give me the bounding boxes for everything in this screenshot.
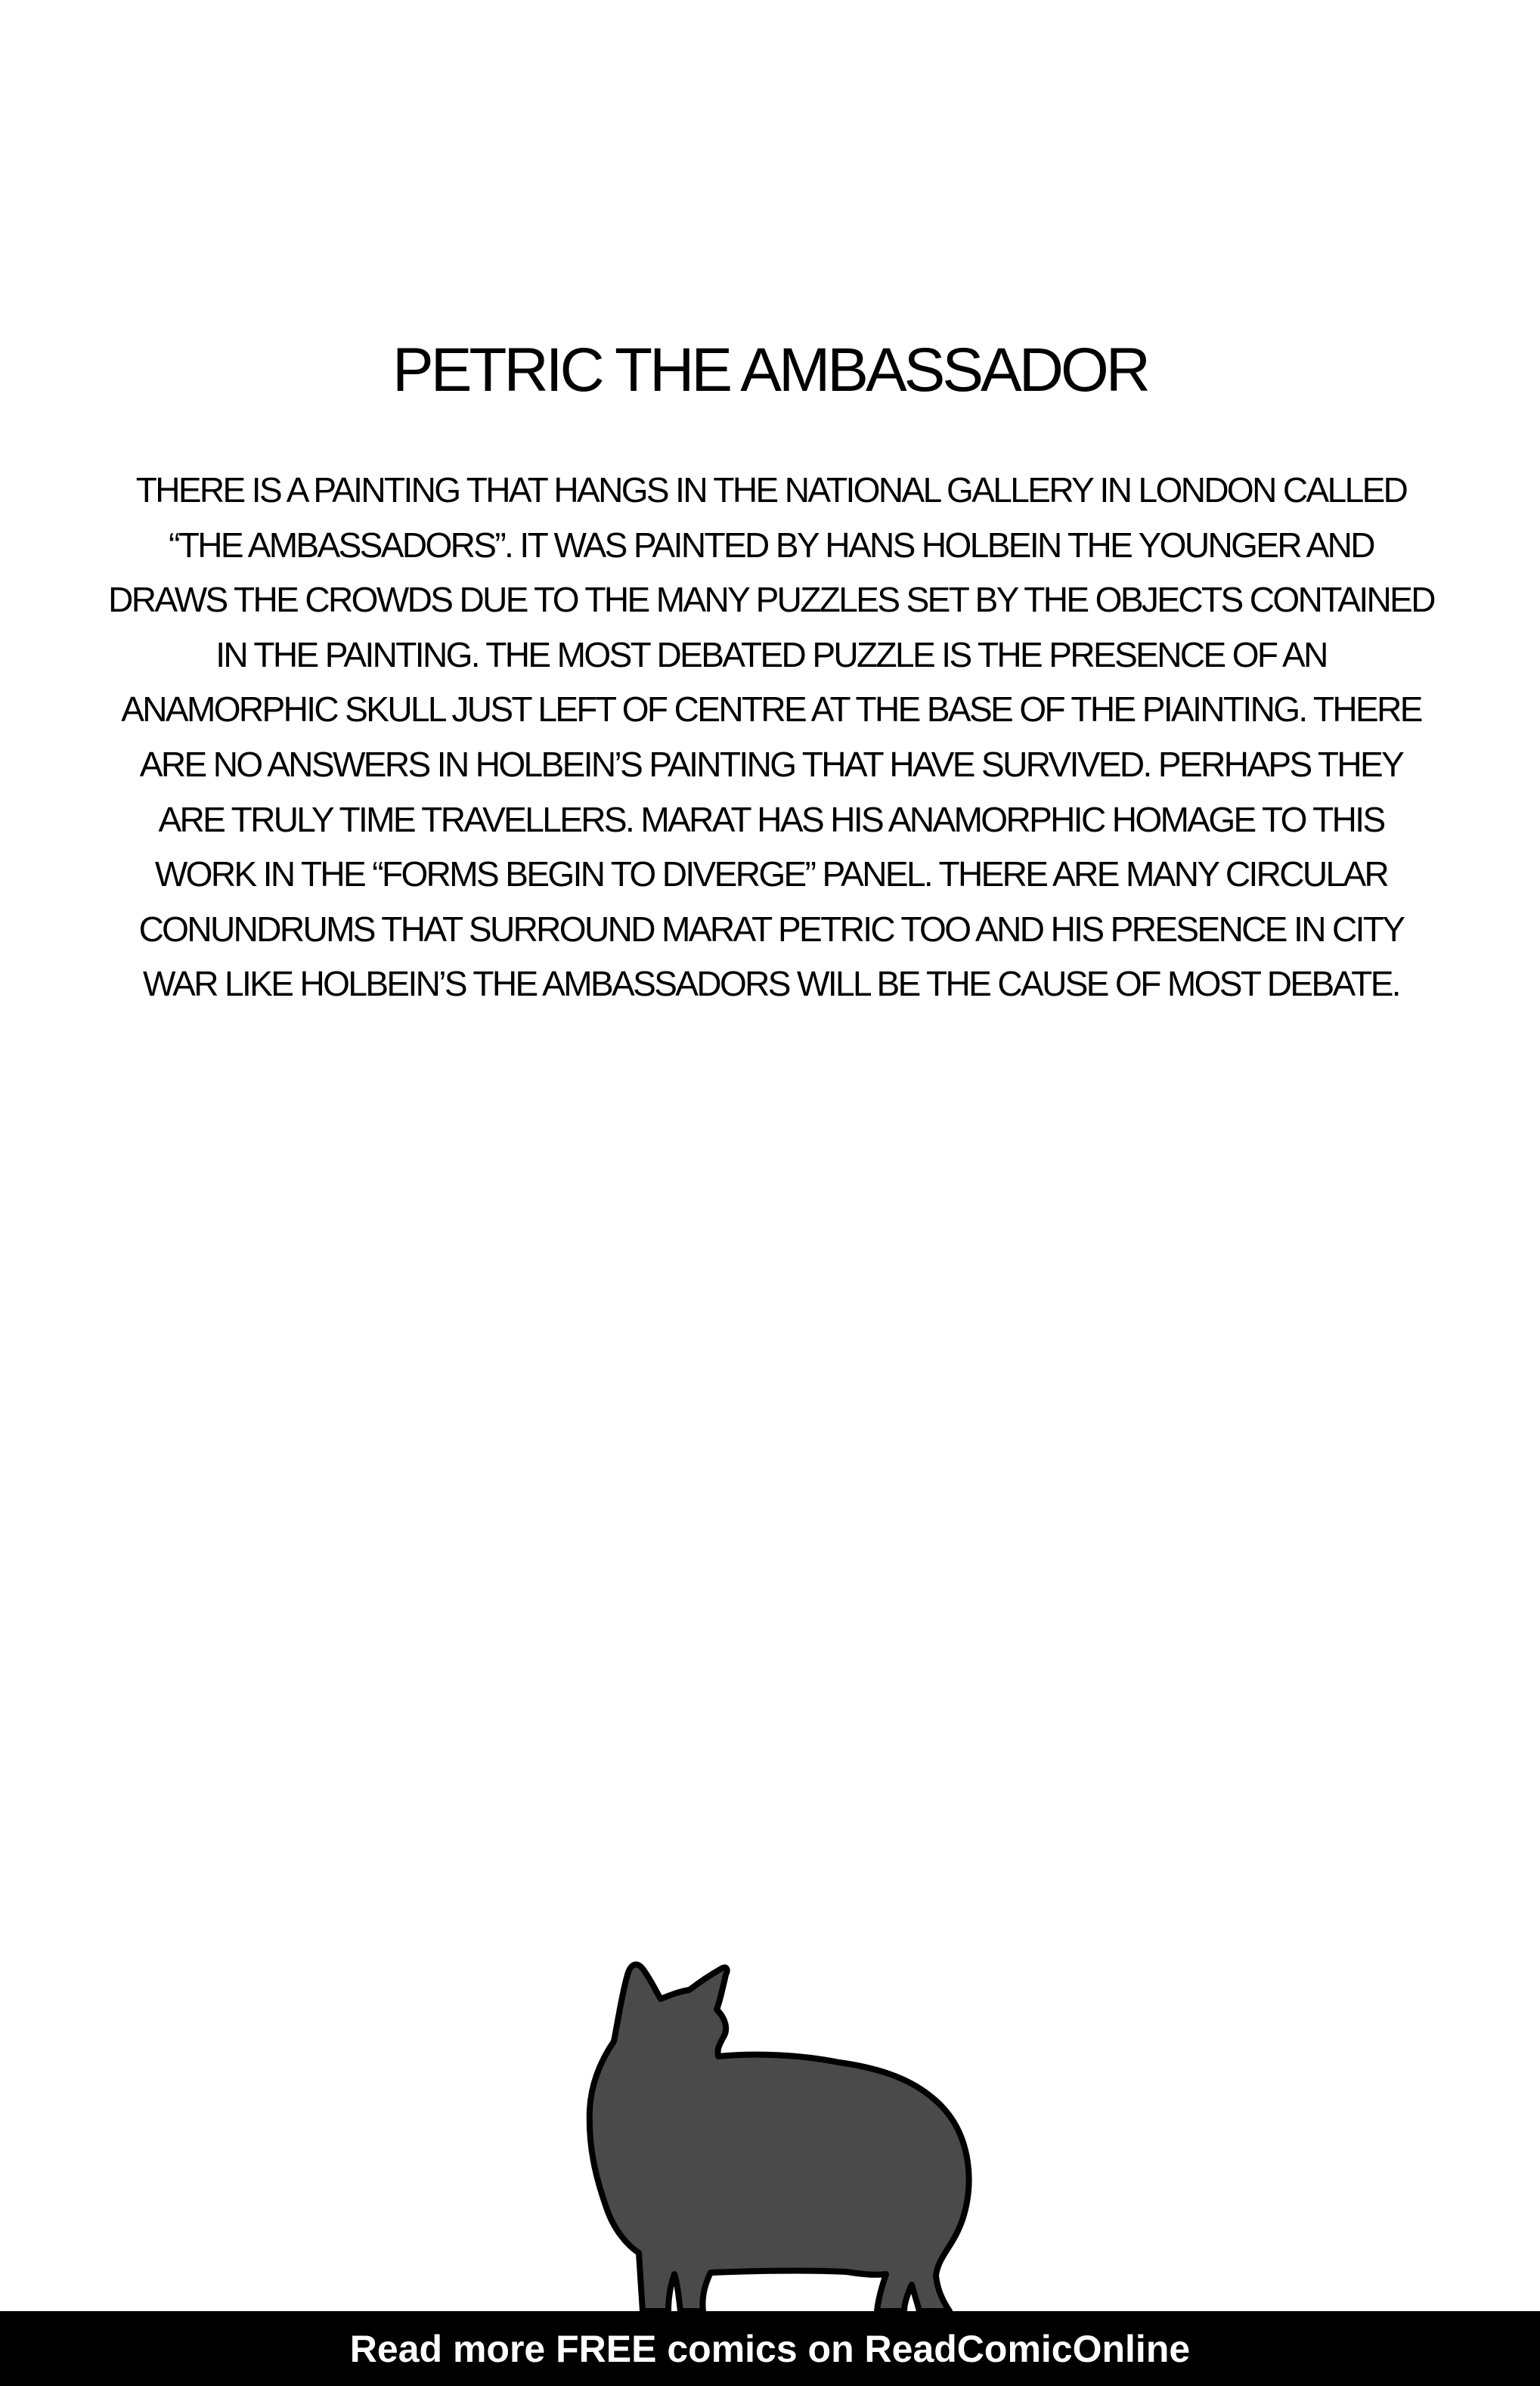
footer-banner [0,2311,1540,2386]
body-paragraph: THERE IS A PAINTING THAT HANGS IN THE NATIONAL GALLERY IN LONDON CALLED “THE AMBASSADORS”. IT WAS PAINTED BY HANS HOLBEIN THE YOUNGER AND DRAWS THE CROWDS DUE TO THE MANY PUZZLES SET BY THE OBJECTS CONTAINED IN THE PAINTING. THE MOST DEBATED PUZZLE IS THE PRESENCE OF AN ANAMORPHIC SKULL JUST LEFT OF CENTRE AT THE BASE OF THE PIAINTING. THERE ARE NO ANSWERS IN HOLBEIN’S PAINTING THAT HAVE SURVIVED. PERHAPS THEY ARE TRULY TIME TRAVELLERS. MARAT HAS HIS ANAMORPHIC HOMAGE TO THIS WORK IN THE “FORMS BEGIN TO DIVERGE” PANEL. THERE ARE MANY CIRCULAR CONUNDRUMS THAT SURROUND MARAT PETRIC TOO AND HIS PRESENCE IN CITY WAR LIKE HOLBEIN’S THE AMBASSADORS WILL BE THE CAUSE OF MOST DEBATE. [108,470,1434,1004]
page-title: PETRIC THE AMBASSADOR [392,336,1148,404]
footer-text[interactable]: Read more FREE comics on ReadComicOnline [349,2327,1191,2370]
cat-silhouette-icon [575,1958,998,2313]
